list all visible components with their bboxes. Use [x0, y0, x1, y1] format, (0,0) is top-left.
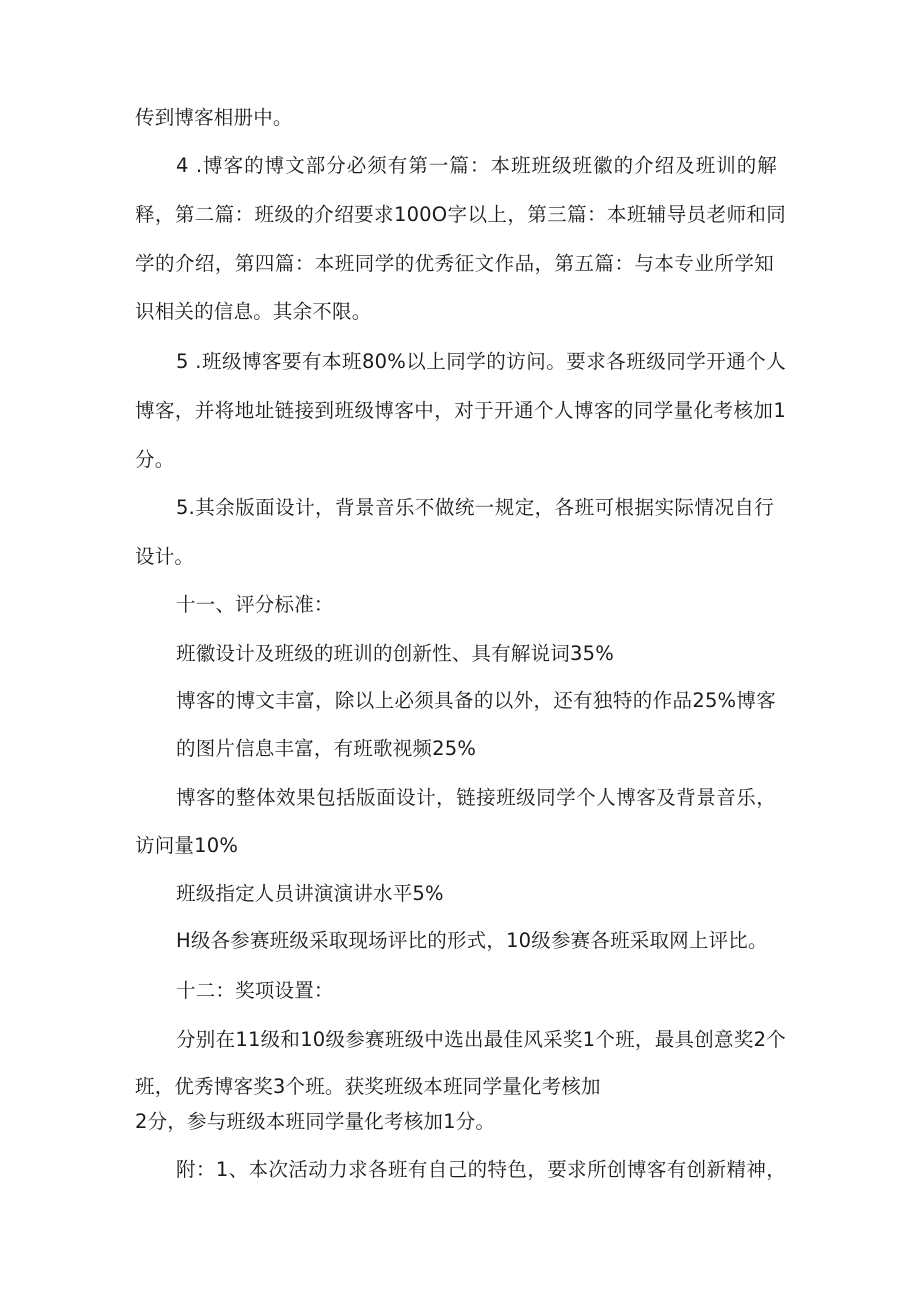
text-line: 分别在11级和10级参赛班级中选出最佳风采奖1个班，最具创意奖2个 [176, 1028, 786, 1051]
section-heading: 十一、评分标准： [176, 593, 334, 616]
text-line: 4 .博客的博文部分必须有第一篇：本班班级班徽的介绍及班训的解 [176, 154, 777, 177]
text-line: 学的介绍，第四篇：本班同学的优秀征文作品，第五篇：与本专业所学知 [135, 252, 774, 275]
text-line: 班级指定人员讲演演讲水平5% [176, 882, 444, 905]
text-line: 访问量10% [135, 834, 239, 857]
text-line: 释，第二篇：班级的介绍要求100O字以上，第三篇：本班辅导员老师和同 [135, 203, 786, 226]
text-line: 5.其余版面设计，背景音乐不做统一规定，各班可根据实际情况自行 [176, 496, 774, 519]
text-line: 班，优秀博客奖3个班。获奖班级本班同学量化考核加 [135, 1075, 601, 1098]
text-line: 识相关的信息。其余不限。 [135, 300, 372, 323]
text-line: 5 .班级博客要有本班80%以上同学的访问。要求各班级同学开通个人 [176, 350, 786, 373]
text-line: 设计。 [135, 545, 195, 568]
text-line: 博客的整体效果包括版面设计，链接班级同学个人博客及背景音乐， [176, 786, 776, 809]
text-line: 的图片信息丰富，有班歌视频25% [176, 737, 477, 760]
section-heading: 十二：奖项设置： [176, 979, 334, 1002]
text-line: 2分，参与班级本班同学量化考核加1分。 [135, 1110, 496, 1133]
text-line: 博客，并将地址链接到班级博客中，对于开通个人博客的同学量化考核加1 [135, 399, 786, 422]
text-line: 博客的博文丰富，除以上必须具备的以外，还有独特的作品25%博客 [176, 689, 776, 712]
text-line: H级各参赛班级采取现场评比的形式，10级参赛各班采取网上评比。 [176, 929, 768, 952]
text-line: 班徽设计及班级的班训的创新性、具有解说词35% [176, 642, 614, 665]
text-line: 传到博客相册中。 [135, 106, 293, 129]
text-line: 附：1、本次活动力求各班有自己的特色，要求所创博客有创新精神， [176, 1158, 786, 1181]
text-line: 分。 [135, 448, 175, 471]
